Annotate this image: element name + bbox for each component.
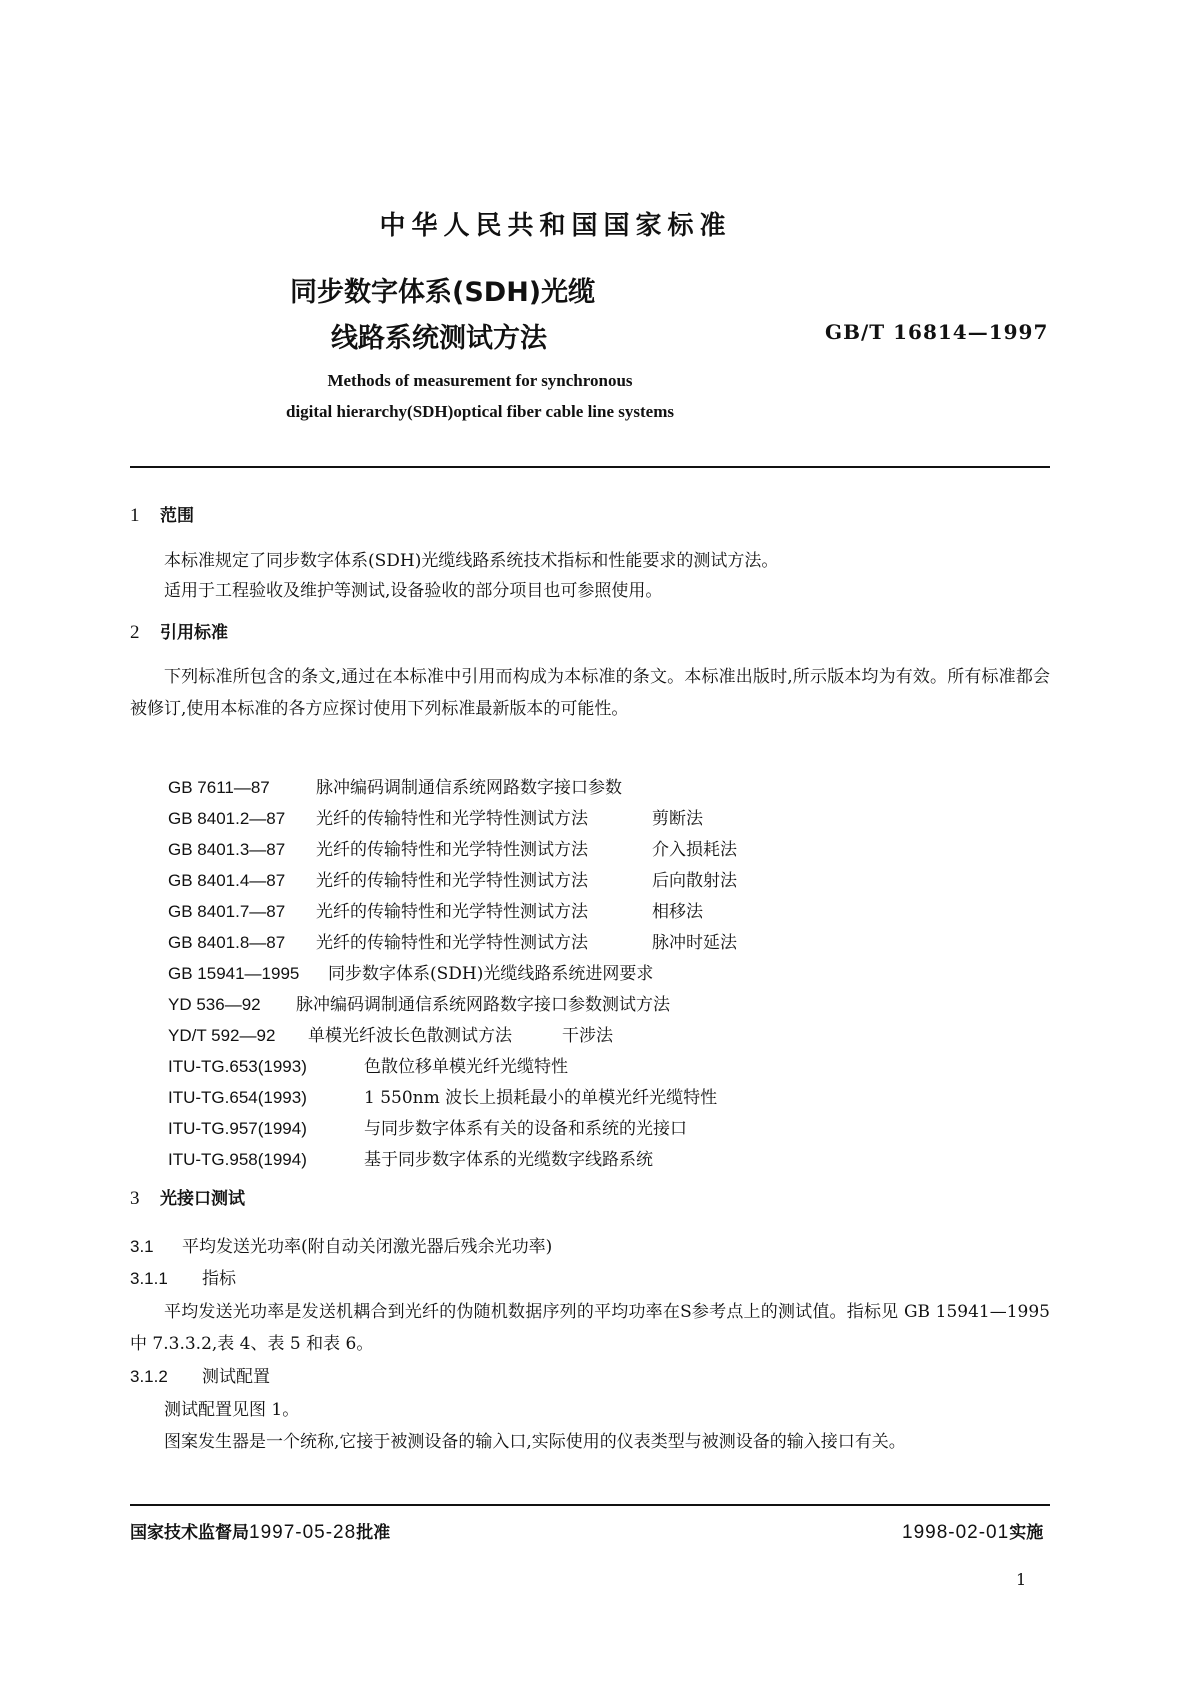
list-item (168, 772, 737, 803)
ref-title: 光纤的传输特性和光学特性测试方法 (316, 871, 588, 891)
list-item (168, 927, 737, 958)
list-item (168, 1082, 737, 1113)
title-cn-line2: 线路系统测试方法 (331, 323, 547, 354)
subsection-title: 指标 (202, 1269, 236, 1289)
issue-label: 批准 (356, 1523, 391, 1543)
subsection-title: 测试配置 (202, 1367, 270, 1387)
list-item (168, 1051, 737, 1082)
list-item (168, 1020, 737, 1051)
section-number: 3 (130, 1188, 140, 1209)
standard-code: GB/T 16814—1997 (825, 320, 1049, 344)
subsection-3-1-heading (130, 1232, 552, 1257)
ref-method: 干涉法 (562, 1026, 613, 1046)
ref-title: 同步数字体系(SDH)光缆线路系统进网要求 (328, 964, 654, 984)
list-item (168, 896, 737, 927)
section-2-intro: 下列标准所包含的条文,通过在本标准中引用而构成为本标准的条文。本标准出版时,所示版本均为有效。所有标准都会被修订,使用本标准的各方应探讨使用下列标准最新版本的可能性。 (130, 667, 1050, 719)
paragraph-text: 本标准规定了同步数字体系(SDH)光缆线路系统技术指标和性能要求的测试方法。 (164, 551, 779, 571)
ref-title: 色散位移单模光纤光缆特性 (364, 1057, 568, 1077)
reference-list (168, 772, 737, 1175)
ref-method: 相移法 (652, 902, 703, 922)
list-item (168, 803, 737, 834)
title-cn-line1: 同步数字体系(SDH)光缆 (290, 277, 596, 308)
ref-code: ITU-TG.957(1994) (168, 1119, 307, 1138)
section-2-heading (130, 618, 228, 644)
list-item (168, 1113, 737, 1144)
list-item (168, 958, 737, 989)
section-number: 1 (130, 505, 140, 526)
ref-code: GB 8401.3—87 (168, 840, 286, 859)
footer-rule (130, 1504, 1050, 1506)
subsection-3-1-2-heading (130, 1362, 270, 1387)
title-en-line1: Methods of measurement for synchronous (327, 371, 633, 390)
section-title: 范围 (160, 506, 194, 526)
header-rule (130, 466, 1050, 468)
list-item (168, 865, 737, 896)
ref-title: 光纤的传输特性和光学特性测试方法 (316, 933, 588, 953)
title-en-line2: digital hierarchy(SDH)optical fiber cable line systems (286, 402, 674, 421)
section-1-para1 (130, 545, 1050, 577)
effective-label: 实施 (1009, 1523, 1044, 1543)
ref-code: GB 8401.4—87 (168, 871, 286, 890)
list-item (168, 1144, 737, 1175)
issue-date: 1997-05-28 (249, 1522, 357, 1543)
section-number: 2 (130, 622, 140, 643)
ref-code: GB 7611—87 (168, 778, 270, 797)
ref-title: 1 550nm 波长上损耗最小的单模光纤光缆特性 (364, 1088, 718, 1108)
section-3-heading (130, 1184, 245, 1210)
ref-code: ITU-TG.958(1994) (168, 1150, 307, 1169)
paragraph-text: 适用于工程验收及维护等测试,设备验收的部分项目也可参照使用。 (164, 581, 663, 601)
ref-method: 后向散射法 (652, 871, 737, 891)
ref-code: ITU-TG.653(1993) (168, 1057, 307, 1076)
ref-code: GB 8401.7—87 (168, 902, 286, 921)
ref-title: 光纤的传输特性和光学特性测试方法 (316, 902, 588, 922)
ref-title: 单模光纤波长色散测试方法 (308, 1026, 512, 1046)
ref-code: GB 8401.2—87 (168, 809, 286, 828)
list-item (168, 834, 737, 865)
subsection-3-1-1-para: 平均发送光功率是发送机耦合到光纤的伪随机数据序列的平均功率在S参考点上的测试值。指标见 GB 15941—1995 中 7.3.3.2,表 4、表 5 和表 6。 (130, 1302, 1050, 1354)
list-item (168, 989, 737, 1020)
ref-code: YD/T 592—92 (168, 1026, 276, 1045)
ref-method: 脉冲时延法 (652, 933, 737, 953)
ref-method: 剪断法 (652, 809, 703, 829)
approval-line (130, 1518, 390, 1544)
section-title: 引用标准 (160, 623, 228, 643)
ref-title: 光纤的传输特性和光学特性测试方法 (316, 809, 588, 829)
ref-title: 脉冲编码调制通信系统网路数字接口参数 (316, 778, 622, 798)
effective-date: 1998-02-01 (902, 1522, 1010, 1543)
ref-title: 光纤的传输特性和光学特性测试方法 (316, 840, 588, 860)
subsection-3-1-2-para2: 图案发生器是一个统称,它接于被测设备的输入口,实际使用的仪表类型与被测设备的输入接口有关。 (164, 1432, 906, 1452)
ref-code: YD 536—92 (168, 995, 261, 1014)
section-title: 光接口测试 (160, 1189, 245, 1209)
national-standard-heading: 中华人民共和国国家标准 (379, 211, 732, 241)
section-1-para2 (130, 575, 1050, 607)
issuer: 国家技术监督局 (130, 1523, 249, 1543)
ref-method: 介入损耗法 (652, 840, 737, 860)
ref-code: GB 15941—1995 (168, 964, 300, 983)
ref-title: 脉冲编码调制通信系统网路数字接口参数测试方法 (296, 995, 670, 1015)
ref-title: 基于同步数字体系的光缆数字线路系统 (364, 1150, 653, 1170)
page-number: 1 (1016, 1570, 1027, 1589)
subsection-number: 3.1.1 (130, 1269, 168, 1288)
ref-code: ITU-TG.654(1993) (168, 1088, 307, 1107)
subsection-3-1-2-para1 (130, 1394, 1050, 1426)
subsection-3-1-1-heading (130, 1264, 236, 1289)
section-1-heading (130, 501, 194, 527)
subsection-title: 平均发送光功率(附自动关闭激光器后残余光功率) (182, 1237, 553, 1257)
ref-code: GB 8401.8—87 (168, 933, 286, 952)
effective-line (902, 1518, 1043, 1544)
subsection-number: 3.1 (130, 1237, 154, 1256)
subsection-number: 3.1.2 (130, 1367, 168, 1386)
ref-title: 与同步数字体系有关的设备和系统的光接口 (364, 1119, 687, 1139)
paragraph-text: 测试配置见图 1。 (164, 1400, 300, 1420)
